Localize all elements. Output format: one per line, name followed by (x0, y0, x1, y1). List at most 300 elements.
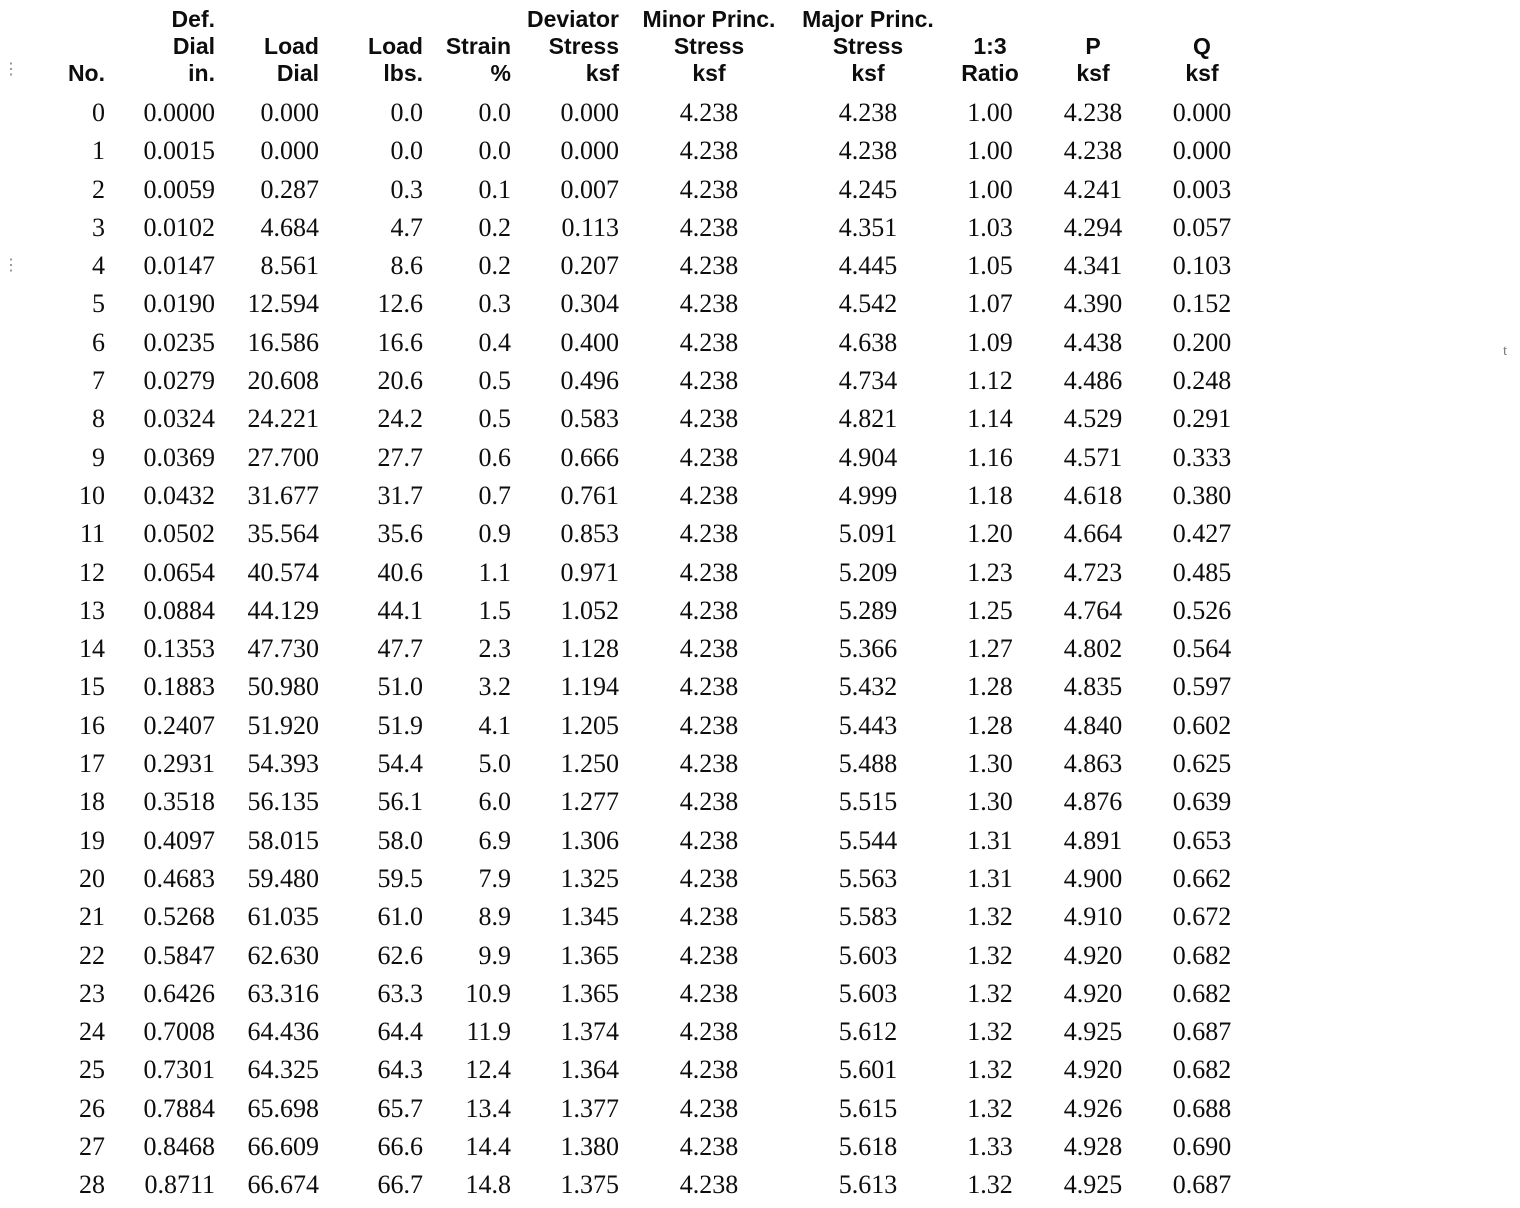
cell-minor-princ-stress: 4.238 (679, 174, 739, 204)
cell-deviator-stress: 0.000 (560, 136, 619, 166)
cell-load-lbs: 51.9 (377, 710, 423, 740)
cell-deviator-stress: 1.306 (560, 825, 619, 855)
cell-load-lbs: 12.6 (377, 289, 423, 319)
cell-major-princ-stress: 5.613 (838, 1170, 898, 1200)
cell-p-ksf: 4.835 (1063, 672, 1123, 702)
cell-deviator-stress: 0.496 (560, 366, 619, 396)
cell-def-dial-in: 0.0235 (143, 327, 215, 357)
cell-major-princ-stress: 5.563 (838, 863, 898, 893)
cell-no: 27 (79, 1132, 105, 1162)
cell-p-ksf: 4.486 (1063, 366, 1123, 396)
cell-deviator-stress: 1.364 (560, 1055, 619, 1085)
cell-minor-princ-stress: 4.238 (679, 98, 739, 127)
cell-load-lbs: 51.0 (377, 672, 423, 702)
cell-q-ksf: 0.639 (1172, 787, 1232, 817)
cell-deviator-stress: 1.365 (560, 978, 619, 1008)
cell-load-lbs: 59.5 (377, 863, 423, 893)
cell-deviator-stress: 1.345 (560, 902, 619, 932)
cell-minor-princ-stress: 4.238 (679, 136, 739, 166)
cell-load-lbs: 31.7 (377, 480, 423, 510)
cell-load-dial: 51.920 (247, 710, 319, 740)
cell-minor-princ-stress: 4.238 (679, 519, 739, 549)
scan-artifact: ⋮ (3, 61, 19, 78)
column-header-p-ksf (1038, 6, 1148, 94)
cell-q-ksf: 0.248 (1172, 366, 1232, 396)
header-line: Deviator (526, 6, 619, 32)
table-row (40, 132, 1256, 170)
cell-load-lbs: 35.6 (377, 519, 423, 549)
cell-load-dial: 27.700 (247, 442, 319, 472)
cell-q-ksf: 0.333 (1172, 442, 1232, 472)
cell-load-lbs: 8.6 (390, 251, 423, 281)
cell-one-three-ratio: 1.28 (967, 710, 1013, 740)
cell-q-ksf: 0.152 (1172, 289, 1232, 319)
cell-load-dial: 61.035 (247, 902, 319, 932)
header-line: Dial (172, 33, 215, 59)
cell-no: 24 (79, 1017, 105, 1047)
cell-load-dial: 62.630 (247, 940, 319, 970)
cell-major-princ-stress: 5.601 (838, 1055, 898, 1085)
cell-major-princ-stress: 4.638 (838, 327, 898, 357)
cell-def-dial-in: 0.4683 (143, 863, 215, 893)
table-row (40, 592, 1256, 630)
cell-q-ksf: 0.625 (1172, 749, 1232, 779)
cell-major-princ-stress: 4.821 (838, 404, 898, 434)
column-header-load-lbs (324, 6, 428, 94)
cell-strain-pct: 3.2 (478, 672, 511, 702)
cell-minor-princ-stress: 4.238 (679, 442, 739, 472)
cell-one-three-ratio: 1.32 (967, 940, 1013, 970)
cell-one-three-ratio: 1.32 (967, 1017, 1013, 1047)
cell-def-dial-in: 0.7301 (143, 1055, 215, 1085)
cell-minor-princ-stress: 4.238 (679, 787, 739, 817)
cell-def-dial-in: 0.1883 (143, 672, 215, 702)
cell-strain-pct: 1.5 (478, 595, 511, 625)
cell-deviator-stress: 0.007 (560, 174, 619, 204)
cell-q-ksf: 0.291 (1172, 404, 1232, 434)
cell-strain-pct: 6.0 (478, 787, 511, 817)
cell-p-ksf: 4.238 (1063, 98, 1123, 127)
cell-one-three-ratio: 1.32 (967, 1093, 1013, 1123)
cell-load-lbs: 63.3 (377, 978, 423, 1008)
cell-p-ksf: 4.238 (1063, 136, 1123, 166)
cell-minor-princ-stress: 4.238 (679, 557, 739, 587)
cell-def-dial-in: 0.0369 (143, 442, 215, 472)
cell-load-lbs: 0.0 (390, 98, 423, 127)
cell-load-dial: 58.015 (247, 825, 319, 855)
cell-one-three-ratio: 1.12 (967, 366, 1013, 396)
cell-strain-pct: 6.9 (478, 825, 511, 855)
cell-p-ksf: 4.876 (1063, 787, 1123, 817)
cell-load-lbs: 47.7 (377, 634, 423, 664)
column-header-q-ksf (1148, 6, 1256, 94)
cell-major-princ-stress: 5.603 (838, 940, 898, 970)
cell-load-lbs: 0.0 (390, 136, 423, 166)
cell-deviator-stress: 1.325 (560, 863, 619, 893)
cell-p-ksf: 4.438 (1063, 327, 1123, 357)
cell-major-princ-stress: 4.445 (838, 251, 898, 281)
cell-no: 23 (79, 978, 105, 1008)
table-row (40, 554, 1256, 592)
cell-q-ksf: 0.687 (1172, 1170, 1232, 1200)
cell-one-three-ratio: 1.14 (967, 404, 1013, 434)
header-line: P (1085, 33, 1101, 59)
cell-q-ksf: 0.688 (1172, 1093, 1232, 1123)
cell-strain-pct: 0.5 (478, 366, 511, 396)
cell-p-ksf: 4.920 (1063, 1055, 1123, 1085)
cell-one-three-ratio: 1.31 (967, 863, 1013, 893)
cell-p-ksf: 4.900 (1063, 863, 1123, 893)
cell-no: 0 (92, 98, 105, 127)
table-row (40, 324, 1256, 362)
cell-def-dial-in: 0.7008 (143, 1017, 215, 1047)
cell-q-ksf: 0.000 (1172, 136, 1232, 166)
cell-deviator-stress: 1.250 (560, 749, 619, 779)
cell-deviator-stress: 1.277 (560, 787, 619, 817)
cell-strain-pct: 14.8 (465, 1170, 511, 1200)
cell-minor-princ-stress: 4.238 (679, 902, 739, 932)
cell-load-dial: 8.561 (260, 251, 319, 281)
cell-strain-pct: 12.4 (465, 1055, 511, 1085)
cell-no: 1 (92, 136, 105, 166)
cell-load-lbs: 64.4 (377, 1017, 423, 1047)
cell-load-dial: 64.325 (247, 1055, 319, 1085)
cell-minor-princ-stress: 4.238 (679, 672, 739, 702)
cell-no: 9 (92, 442, 105, 472)
cell-deviator-stress: 1.380 (560, 1132, 619, 1162)
table-row (40, 285, 1256, 323)
cell-load-lbs: 62.6 (377, 940, 423, 970)
table-row (40, 822, 1256, 860)
cell-major-princ-stress: 5.583 (838, 902, 898, 932)
cell-deviator-stress: 0.761 (560, 480, 619, 510)
cell-q-ksf: 0.526 (1172, 595, 1232, 625)
cell-q-ksf: 0.103 (1172, 251, 1232, 281)
table-row (40, 400, 1256, 438)
cell-deviator-stress: 0.207 (560, 251, 619, 281)
cell-q-ksf: 0.690 (1172, 1132, 1232, 1162)
cell-minor-princ-stress: 4.238 (679, 327, 739, 357)
cell-one-three-ratio: 1.18 (967, 480, 1013, 510)
cell-major-princ-stress: 5.443 (838, 710, 898, 740)
cell-def-dial-in: 0.0000 (143, 98, 215, 127)
table-body (40, 94, 1256, 1205)
cell-one-three-ratio: 1.28 (967, 672, 1013, 702)
cell-deviator-stress: 1.365 (560, 940, 619, 970)
table-row (40, 477, 1256, 515)
cell-strain-pct: 0.4 (478, 327, 511, 357)
header-line: ksf (1185, 60, 1219, 86)
header-line: Minor Princ. (642, 6, 776, 32)
cell-minor-princ-stress: 4.238 (679, 1170, 739, 1200)
cell-p-ksf: 4.802 (1063, 634, 1123, 664)
cell-no: 14 (79, 634, 105, 664)
cell-minor-princ-stress: 4.238 (679, 825, 739, 855)
cell-p-ksf: 4.241 (1063, 174, 1123, 204)
cell-no: 18 (79, 787, 105, 817)
cell-p-ksf: 4.723 (1063, 557, 1123, 587)
cell-minor-princ-stress: 4.238 (679, 289, 739, 319)
header-line: 1:3 (973, 33, 1007, 59)
cell-load-lbs: 56.1 (377, 787, 423, 817)
cell-p-ksf: 4.840 (1063, 710, 1123, 740)
cell-load-dial: 66.609 (247, 1132, 319, 1162)
cell-load-dial: 40.574 (247, 557, 319, 587)
cell-no: 6 (92, 327, 105, 357)
column-header-deviator-stress (516, 6, 624, 94)
cell-p-ksf: 4.891 (1063, 825, 1123, 855)
cell-load-dial: 54.393 (247, 749, 319, 779)
cell-q-ksf: 0.200 (1172, 327, 1232, 357)
cell-no: 12 (79, 557, 105, 587)
cell-load-lbs: 66.6 (377, 1132, 423, 1162)
cell-strain-pct: 9.9 (478, 940, 511, 970)
cell-minor-princ-stress: 4.238 (679, 940, 739, 970)
cell-strain-pct: 14.4 (465, 1132, 511, 1162)
triaxial-test-data-table (40, 6, 1256, 1205)
cell-one-three-ratio: 1.07 (967, 289, 1013, 319)
cell-p-ksf: 4.294 (1063, 212, 1123, 242)
cell-load-lbs: 61.0 (377, 902, 423, 932)
cell-minor-princ-stress: 4.238 (679, 978, 739, 1008)
cell-major-princ-stress: 4.238 (838, 136, 898, 166)
cell-major-princ-stress: 5.612 (838, 1017, 898, 1047)
cell-no: 3 (92, 212, 105, 242)
cell-q-ksf: 0.662 (1172, 863, 1232, 893)
cell-major-princ-stress: 4.351 (838, 212, 898, 242)
cell-p-ksf: 4.926 (1063, 1093, 1123, 1123)
cell-no: 25 (79, 1055, 105, 1085)
cell-no: 16 (79, 710, 105, 740)
cell-load-dial: 12.594 (247, 289, 319, 319)
column-header-minor-princ-stress (624, 6, 794, 94)
cell-minor-princ-stress: 4.238 (679, 1093, 739, 1123)
cell-load-dial: 35.564 (247, 519, 319, 549)
cell-def-dial-in: 0.0279 (143, 366, 215, 396)
cell-def-dial-in: 0.5268 (143, 902, 215, 932)
cell-def-dial-in: 0.0102 (143, 212, 215, 242)
table-row (40, 1128, 1256, 1166)
cell-strain-pct: 11.9 (466, 1017, 511, 1047)
cell-major-princ-stress: 5.091 (838, 519, 898, 549)
cell-def-dial-in: 0.3518 (143, 787, 215, 817)
cell-minor-princ-stress: 4.238 (679, 749, 739, 779)
cell-p-ksf: 4.925 (1063, 1170, 1123, 1200)
table-row (40, 783, 1256, 821)
cell-deviator-stress: 1.374 (560, 1017, 619, 1047)
cell-major-princ-stress: 5.615 (838, 1093, 898, 1123)
cell-q-ksf: 0.602 (1172, 710, 1232, 740)
cell-load-dial: 0.287 (260, 174, 319, 204)
cell-q-ksf: 0.485 (1172, 557, 1232, 587)
cell-deviator-stress: 0.113 (561, 212, 619, 242)
cell-load-dial: 16.586 (247, 327, 319, 357)
cell-one-three-ratio: 1.32 (967, 902, 1013, 932)
cell-p-ksf: 4.920 (1063, 978, 1123, 1008)
table-row (40, 898, 1256, 936)
table-row (40, 630, 1256, 668)
cell-deviator-stress: 0.583 (560, 404, 619, 434)
table-row (40, 707, 1256, 745)
cell-deviator-stress: 1.375 (560, 1170, 619, 1200)
cell-deviator-stress: 1.194 (560, 672, 619, 702)
cell-def-dial-in: 0.0884 (143, 595, 215, 625)
cell-major-princ-stress: 4.999 (838, 480, 898, 510)
cell-load-dial: 63.316 (247, 978, 319, 1008)
cell-load-dial: 44.129 (247, 595, 319, 625)
cell-no: 17 (79, 749, 105, 779)
cell-minor-princ-stress: 4.238 (679, 366, 739, 396)
table-row (40, 860, 1256, 898)
cell-p-ksf: 4.618 (1063, 480, 1123, 510)
cell-strain-pct: 5.0 (478, 749, 511, 779)
cell-no: 8 (92, 404, 105, 434)
cell-strain-pct: 0.2 (478, 212, 511, 242)
column-header-load-dial (220, 6, 324, 94)
cell-one-three-ratio: 1.23 (967, 557, 1013, 587)
table-header (40, 6, 1256, 94)
cell-strain-pct: 2.3 (478, 634, 511, 664)
cell-load-lbs: 58.0 (377, 825, 423, 855)
table-row (40, 362, 1256, 400)
cell-one-three-ratio: 1.00 (967, 174, 1013, 204)
scan-artifact: t (1503, 343, 1508, 359)
cell-strain-pct: 0.0 (478, 136, 511, 166)
table-row (40, 171, 1256, 209)
cell-def-dial-in: 0.0502 (143, 519, 215, 549)
cell-load-dial: 0.000 (260, 136, 319, 166)
cell-q-ksf: 0.597 (1172, 672, 1232, 702)
cell-q-ksf: 0.682 (1172, 978, 1232, 1008)
cell-q-ksf: 0.564 (1172, 634, 1232, 664)
cell-minor-princ-stress: 4.238 (679, 404, 739, 434)
header-line: Stress (673, 33, 745, 59)
cell-minor-princ-stress: 4.238 (679, 634, 739, 664)
header-line: Strain (445, 33, 511, 59)
cell-deviator-stress: 0.400 (560, 327, 619, 357)
cell-one-three-ratio: 1.32 (967, 978, 1013, 1008)
table-row (40, 745, 1256, 783)
cell-no: 22 (79, 940, 105, 970)
cell-load-lbs: 44.1 (377, 595, 423, 625)
cell-p-ksf: 4.529 (1063, 404, 1123, 434)
cell-load-dial: 56.135 (247, 787, 319, 817)
cell-def-dial-in: 0.0147 (143, 251, 215, 281)
cell-strain-pct: 10.9 (465, 978, 511, 1008)
cell-no: 19 (79, 825, 105, 855)
table-row (40, 1051, 1256, 1089)
cell-q-ksf: 0.000 (1172, 98, 1232, 127)
cell-minor-princ-stress: 4.238 (679, 595, 739, 625)
cell-p-ksf: 4.764 (1063, 595, 1123, 625)
cell-no: 4 (92, 251, 105, 281)
cell-minor-princ-stress: 4.238 (679, 710, 739, 740)
cell-one-three-ratio: 1.32 (967, 1170, 1013, 1200)
cell-def-dial-in: 0.2931 (143, 749, 215, 779)
cell-major-princ-stress: 5.289 (838, 595, 898, 625)
cell-major-princ-stress: 5.515 (838, 787, 898, 817)
cell-q-ksf: 0.427 (1172, 519, 1232, 549)
table-row (40, 1013, 1256, 1051)
cell-p-ksf: 4.920 (1063, 940, 1123, 970)
cell-major-princ-stress: 5.488 (838, 749, 898, 779)
cell-p-ksf: 4.928 (1063, 1132, 1123, 1162)
cell-no: 28 (79, 1170, 105, 1200)
cell-load-dial: 64.436 (247, 1017, 319, 1047)
cell-load-dial: 65.698 (247, 1093, 319, 1123)
header-line: % (490, 60, 511, 86)
cell-load-lbs: 20.6 (377, 366, 423, 396)
header-row (40, 6, 1256, 94)
cell-strain-pct: 0.0 (478, 98, 511, 127)
cell-def-dial-in: 0.0059 (143, 174, 215, 204)
cell-p-ksf: 4.925 (1063, 1017, 1123, 1047)
cell-deviator-stress: 0.304 (560, 289, 619, 319)
cell-load-lbs: 40.6 (377, 557, 423, 587)
cell-q-ksf: 0.672 (1172, 902, 1232, 932)
cell-load-lbs: 64.3 (377, 1055, 423, 1085)
cell-p-ksf: 4.571 (1063, 442, 1123, 472)
cell-p-ksf: 4.390 (1063, 289, 1123, 319)
cell-load-dial: 4.684 (260, 212, 319, 242)
cell-strain-pct: 7.9 (478, 863, 511, 893)
cell-one-three-ratio: 1.27 (967, 634, 1013, 664)
cell-q-ksf: 0.057 (1172, 212, 1232, 242)
cell-one-three-ratio: 1.33 (967, 1132, 1013, 1162)
column-header-no (40, 6, 110, 94)
cell-p-ksf: 4.341 (1063, 251, 1123, 281)
cell-load-dial: 59.480 (247, 863, 319, 893)
cell-minor-princ-stress: 4.238 (679, 1055, 739, 1085)
cell-load-dial: 31.677 (247, 480, 319, 510)
table-row (40, 94, 1256, 132)
cell-no: 26 (79, 1093, 105, 1123)
cell-strain-pct: 4.1 (478, 710, 511, 740)
cell-load-lbs: 54.4 (377, 749, 423, 779)
cell-major-princ-stress: 5.544 (838, 825, 898, 855)
cell-def-dial-in: 0.8468 (143, 1132, 215, 1162)
cell-minor-princ-stress: 4.238 (679, 1132, 739, 1162)
cell-strain-pct: 0.6 (478, 442, 511, 472)
cell-one-three-ratio: 1.30 (967, 749, 1013, 779)
cell-load-dial: 0.000 (260, 98, 319, 127)
cell-deviator-stress: 0.971 (560, 557, 619, 587)
header-line: Q (1193, 33, 1211, 59)
cell-one-three-ratio: 1.05 (967, 251, 1013, 281)
cell-load-dial: 20.608 (247, 366, 319, 396)
cell-strain-pct: 0.7 (478, 480, 511, 510)
header-line: Load (264, 33, 319, 59)
cell-load-dial: 47.730 (247, 634, 319, 664)
cell-def-dial-in: 0.0015 (143, 136, 215, 166)
table-row (40, 937, 1256, 975)
table-row (40, 247, 1256, 285)
table-row (40, 209, 1256, 247)
cell-minor-princ-stress: 4.238 (679, 1017, 739, 1047)
cell-def-dial-in: 0.0432 (143, 480, 215, 510)
cell-one-three-ratio: 1.32 (967, 1055, 1013, 1085)
header-line: ksf (851, 60, 885, 86)
cell-no: 7 (92, 366, 105, 396)
cell-q-ksf: 0.682 (1172, 940, 1232, 970)
cell-q-ksf: 0.653 (1172, 825, 1232, 855)
cell-q-ksf: 0.003 (1172, 174, 1232, 204)
cell-def-dial-in: 0.0190 (143, 289, 215, 319)
cell-one-three-ratio: 1.30 (967, 787, 1013, 817)
cell-major-princ-stress: 5.209 (838, 557, 898, 587)
cell-minor-princ-stress: 4.238 (679, 863, 739, 893)
cell-deviator-stress: 1.377 (560, 1093, 619, 1123)
